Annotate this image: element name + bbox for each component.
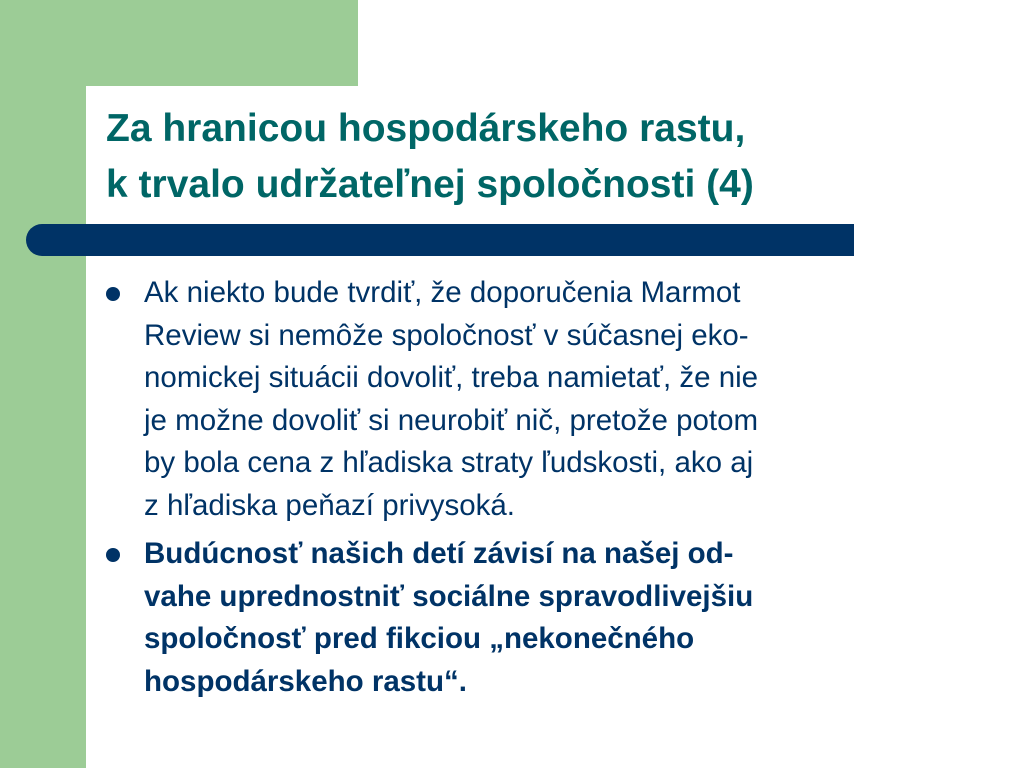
bullet-2-line-1: Budúcnosť našich detí závisí na našej od-	[144, 537, 734, 570]
title-underline-bar	[26, 224, 854, 256]
bullet-1-line-5: by bola cena z hľadiska straty ľudskosti, ako aj	[144, 446, 754, 479]
bullet-dot-icon	[106, 287, 120, 301]
bullet-2-line-2: vahe uprednostniť sociálne spravodlivejšiu	[144, 579, 754, 613]
green-top-panel	[0, 0, 358, 86]
bullet-1-line-2: Review si nemôže spoločnosť v súčasnej eko-	[144, 318, 749, 352]
slide-title-line-1: Za hranicou hospodárskeho rastu,	[106, 107, 746, 150]
bullet-2-line-3: spoločnosť pred fikciou „nekonečného	[144, 622, 695, 655]
bullet-item-1	[106, 272, 986, 527]
bullet-1-line-1: Ak niekto bude tvrdiť, že doporučenia Marmot	[144, 276, 741, 309]
bullet-1-line-3: nomickej situácii dovoliť, treba namietať, že nie	[144, 361, 759, 394]
bullet-item-2	[106, 533, 986, 703]
bullet-2-line-4: hospodárskeho rastu“.	[144, 664, 467, 698]
bullet-1-line-4: je možne dovoliť si neurobiť nič, pretože potom	[144, 403, 759, 437]
slide-title-line-2: k trvalo udržateľnej spoločnosti (4)	[106, 163, 754, 206]
bullet-dot-icon	[106, 548, 120, 562]
green-side-panel	[0, 0, 86, 768]
slide-title	[106, 101, 986, 213]
bullet-list	[106, 272, 986, 709]
bullet-1-line-6: z hľadiska peňazí privysoká.	[144, 488, 515, 522]
